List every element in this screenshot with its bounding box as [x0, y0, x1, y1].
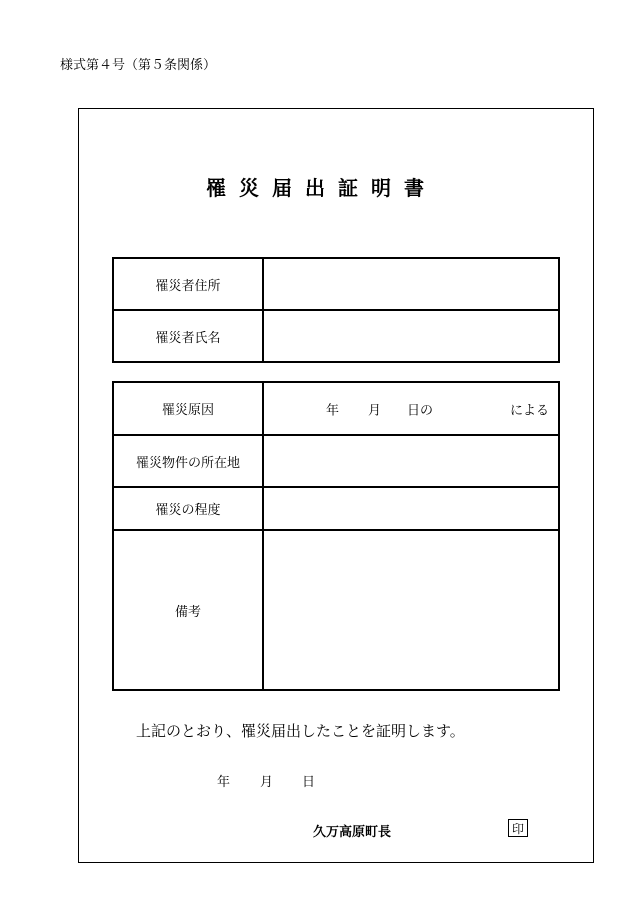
date-year-unit: 年 [217, 775, 231, 790]
property-location-label: 罹災物件の所在地 [113, 435, 263, 487]
table-row [113, 258, 559, 310]
victim-info-table [112, 257, 560, 363]
table-row [113, 382, 559, 435]
table-row [113, 487, 559, 530]
document-title: 罹災届出証明書 [206, 176, 437, 200]
victim-address-label: 罹災者住所 [113, 258, 263, 310]
issuer-title: 久万高原町長 [313, 825, 392, 840]
cause-suffix: による [510, 403, 550, 418]
seal-mark: 印 [508, 819, 528, 837]
victim-name-field[interactable] [263, 310, 559, 362]
disaster-info-table [112, 381, 560, 691]
cause-label: 罹災原因 [113, 382, 263, 435]
notes-label: 備考 [113, 530, 263, 690]
victim-name-label: 罹災者氏名 [113, 310, 263, 362]
cause-year-unit: 年 [326, 403, 340, 418]
certification-statement: 上記のとおり、罹災届出したことを証明します。 [136, 722, 465, 740]
property-location-field[interactable] [263, 435, 559, 487]
table-row [113, 435, 559, 487]
cause-field[interactable] [263, 382, 559, 435]
date-month-unit: 月 [260, 775, 274, 790]
table-row [113, 530, 559, 690]
cause-day-unit: 日の [407, 403, 434, 418]
notes-field[interactable] [263, 530, 559, 690]
damage-degree-field[interactable] [263, 487, 559, 530]
table-row [113, 310, 559, 362]
cause-month-unit: 月 [368, 403, 382, 418]
date-day-unit: 日 [302, 775, 316, 790]
form-number: 様式第４号（第５条関係） [60, 58, 217, 73]
victim-address-field[interactable] [263, 258, 559, 310]
damage-degree-label: 罹災の程度 [113, 487, 263, 530]
